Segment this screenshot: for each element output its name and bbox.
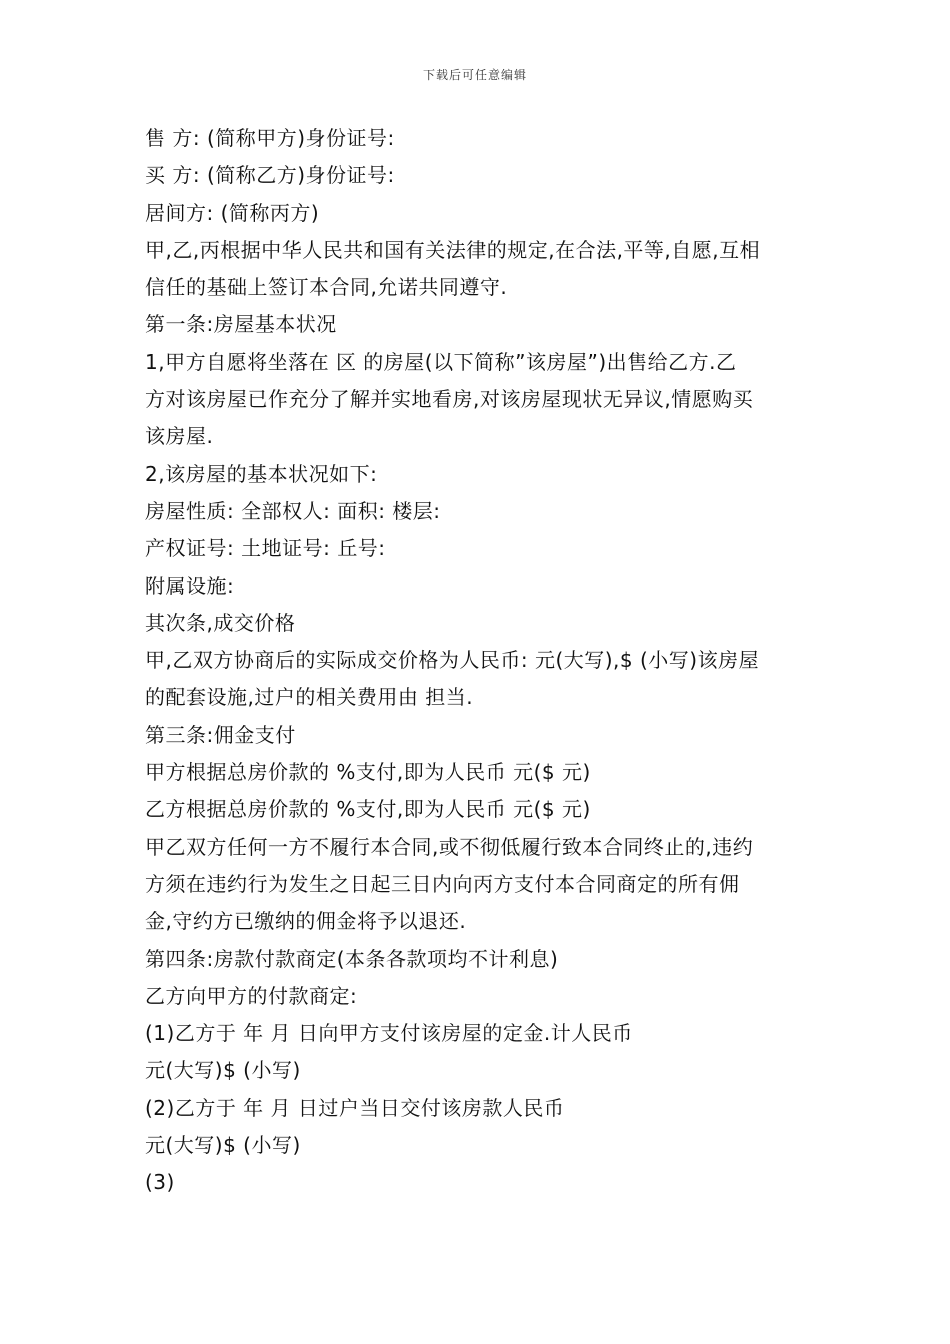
text-line: 1,甲方自愿将坐落在 区 的房屋(以下简称”该房屋”)出售给乙方.乙 — [145, 349, 737, 374]
text-line: 元(大写)$ (小写) — [145, 1133, 301, 1158]
text-line: 售 方: (简称甲方)身份证号: — [145, 126, 395, 150]
text-line: 甲,乙双方协商后的实际成交价格为人民币: 元(大写),$ (小写)该房屋 — [145, 648, 760, 673]
text-line: 元(大写)$ (小写) — [145, 1058, 301, 1083]
text-line: 产权证号: 土地证号: 丘号: — [145, 536, 386, 561]
text-line: 甲乙双方任何一方不履行本合同,或不彻低履行致本合同终止的,违约 — [145, 834, 754, 859]
text-line: 居间方: (简称丙方) — [145, 200, 320, 225]
text-line: 方须在违约行为发生之日起三日内向丙方支付本合同商定的所有佣 — [145, 871, 740, 896]
text-line: (1)乙方于 年 月 日向甲方支付该房屋的定金.计人民币 — [145, 1021, 633, 1046]
text-line: 甲,乙,丙根据中华人民共和国有关法律的规定,在合法,平等,自愿,互相 — [145, 237, 761, 262]
contract-body — [145, 120, 815, 1202]
text-line: 附属设施: — [145, 573, 235, 598]
text-line: 甲方根据总房价款的 %支付,即为人民币 元($ 元) — [145, 760, 591, 785]
text-line: 金,守约方已缴纳的佣金将予以退还. — [145, 909, 467, 934]
text-line: (2)乙方于 年 月 日过户当日交付该房款人民币 — [145, 1095, 565, 1120]
section-heading: 其次条,成交价格 — [145, 610, 296, 635]
section-heading: 第一条:房屋基本状况 — [145, 312, 337, 337]
section-heading: 第三条:佣金支付 — [145, 722, 296, 747]
text-line: 方对该房屋已作充分了解并实地看房,对该房屋现状无异议,情愿购买 — [145, 387, 754, 412]
text-line: 该房屋. — [145, 424, 214, 449]
text-line: 信任的基础上签订本合同,允诺共同遵守. — [145, 275, 508, 300]
text-line: 房屋性质: 全部权人: 面积: 楼层: — [145, 498, 441, 523]
section-heading: 第四条:房款付款商定(本条各款项均不计利息) — [145, 946, 559, 971]
text-line: 乙方根据总房价款的 %支付,即为人民币 元($ 元) — [145, 797, 591, 822]
text-line: 2,该房屋的基本状况如下: — [145, 461, 378, 486]
text-line: (3) — [145, 1170, 175, 1195]
text-line: 乙方向甲方的付款商定: — [145, 983, 358, 1008]
text-line: 买 方: (简称乙方)身份证号: — [145, 163, 395, 188]
text-line: 的配套设施,过户的相关费用由 担当. — [145, 685, 474, 710]
page-header: 下载后可任意编辑 — [422, 68, 527, 82]
